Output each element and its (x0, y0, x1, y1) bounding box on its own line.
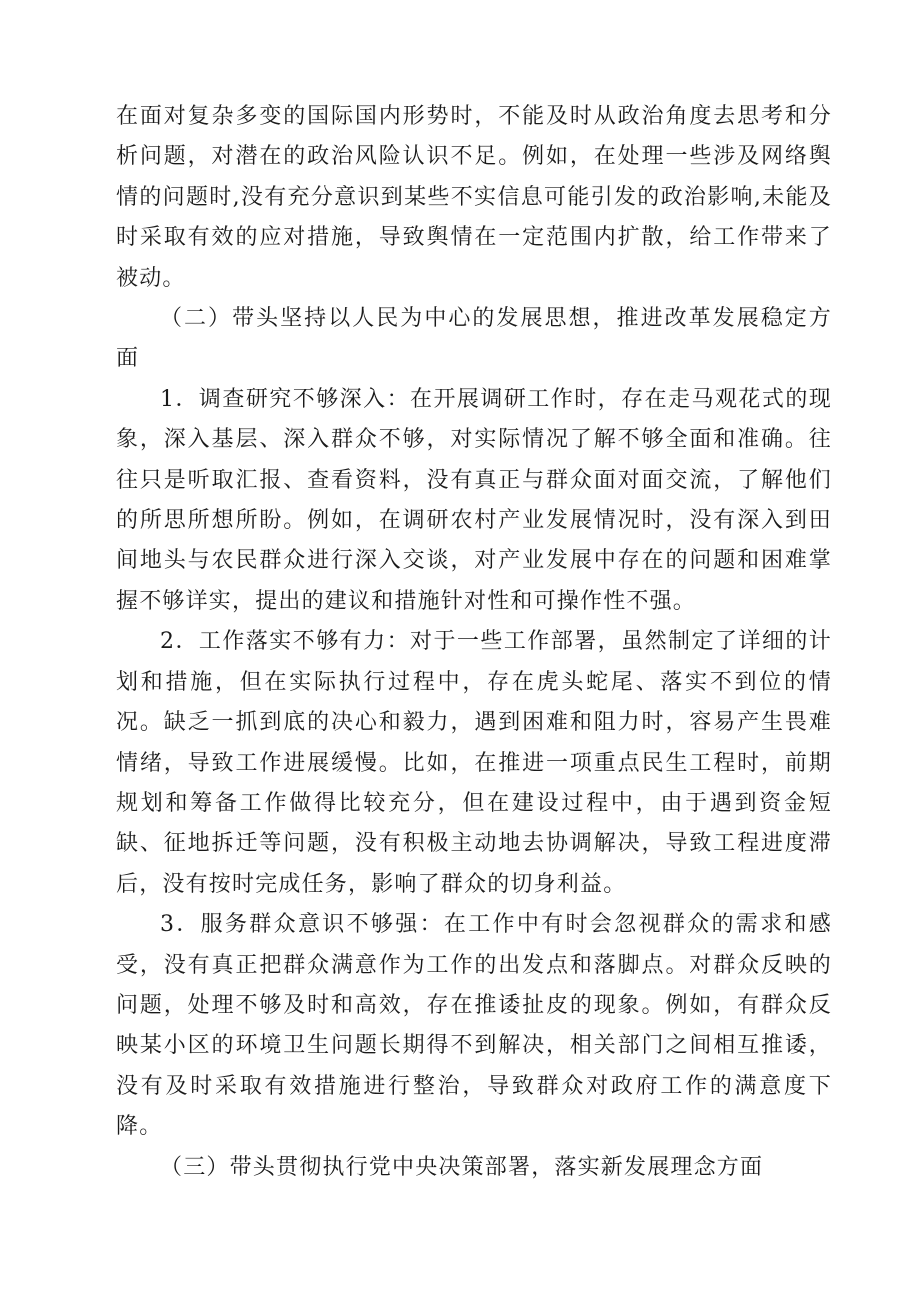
document-body (116, 97, 832, 1188)
section-heading-3: （三）带头贯彻执行党中央决策部署，落实新发展理念方面 (160, 1154, 764, 1180)
paragraph-item-3: 3．服务群众意识不够强：在工作中有时会忽视群众的需求和感受，没有真正把群众满意作为工作的出发点和落脚点。对群众反映的问题，处理不够及时和高效，存在推诿扯皮的现象。例如，有群众反映某小区的环境卫生问题长期得不到解决，相关部门之间相互推诿，没有及时采取有效措施进行整治，导致群众对政府工作的满意度下降。 (116, 912, 832, 1140)
paragraph-item-2: 2．工作落实不够有力：对于一些工作部署，虽然制定了详细的计划和措施，但在实际执行过程中，存在虎头蛇尾、落实不到位的情况。缺乏一抓到底的决心和毅力，遇到困难和阻力时，容易产生畏难情绪，导致工作进展缓慢。比如，在推进一项重点民生工程时，前期规划和筹备工作做得比较充分，但在建设过程中，由于遇到资金短缺、征地拆迁等问题，没有积极主动地去协调解决，导致工程进度滞后，没有按时完成任务，影响了群众的切身利益。 (116, 629, 832, 897)
paragraph-item-1: 1．调查研究不够深入：在开展调研工作时，存在走马观花式的现象，深入基层、深入群众不够，对实际情况了解不够全面和准确。往往只是听取汇报、查看资料，没有真正与群众面对面交流，了解他们的所思所想所盼。例如，在调研农村产业发展情况时，没有深入到田间地头与农民群众进行深入交谈，对产业发展中存在的问题和困难掌握不够详实，提出的建议和措施针对性和可操作性不强。 (116, 386, 832, 614)
section-heading-2: （二）带头坚持以人民为中心的发展思想，推进改革发展稳定方面 (116, 306, 832, 372)
paragraph-continuation: 在面对复杂多变的国际国内形势时，不能及时从政治角度去思考和分析问题，对潜在的政治风险认识不足。例如，在处理一些涉及网络舆情的问题时,没有充分意识到某些不实信息可能引发的政治影响,未能及时采取有效的应对措施，导致舆情在一定范围内扩散，给工作带来了被动。 (116, 104, 832, 291)
